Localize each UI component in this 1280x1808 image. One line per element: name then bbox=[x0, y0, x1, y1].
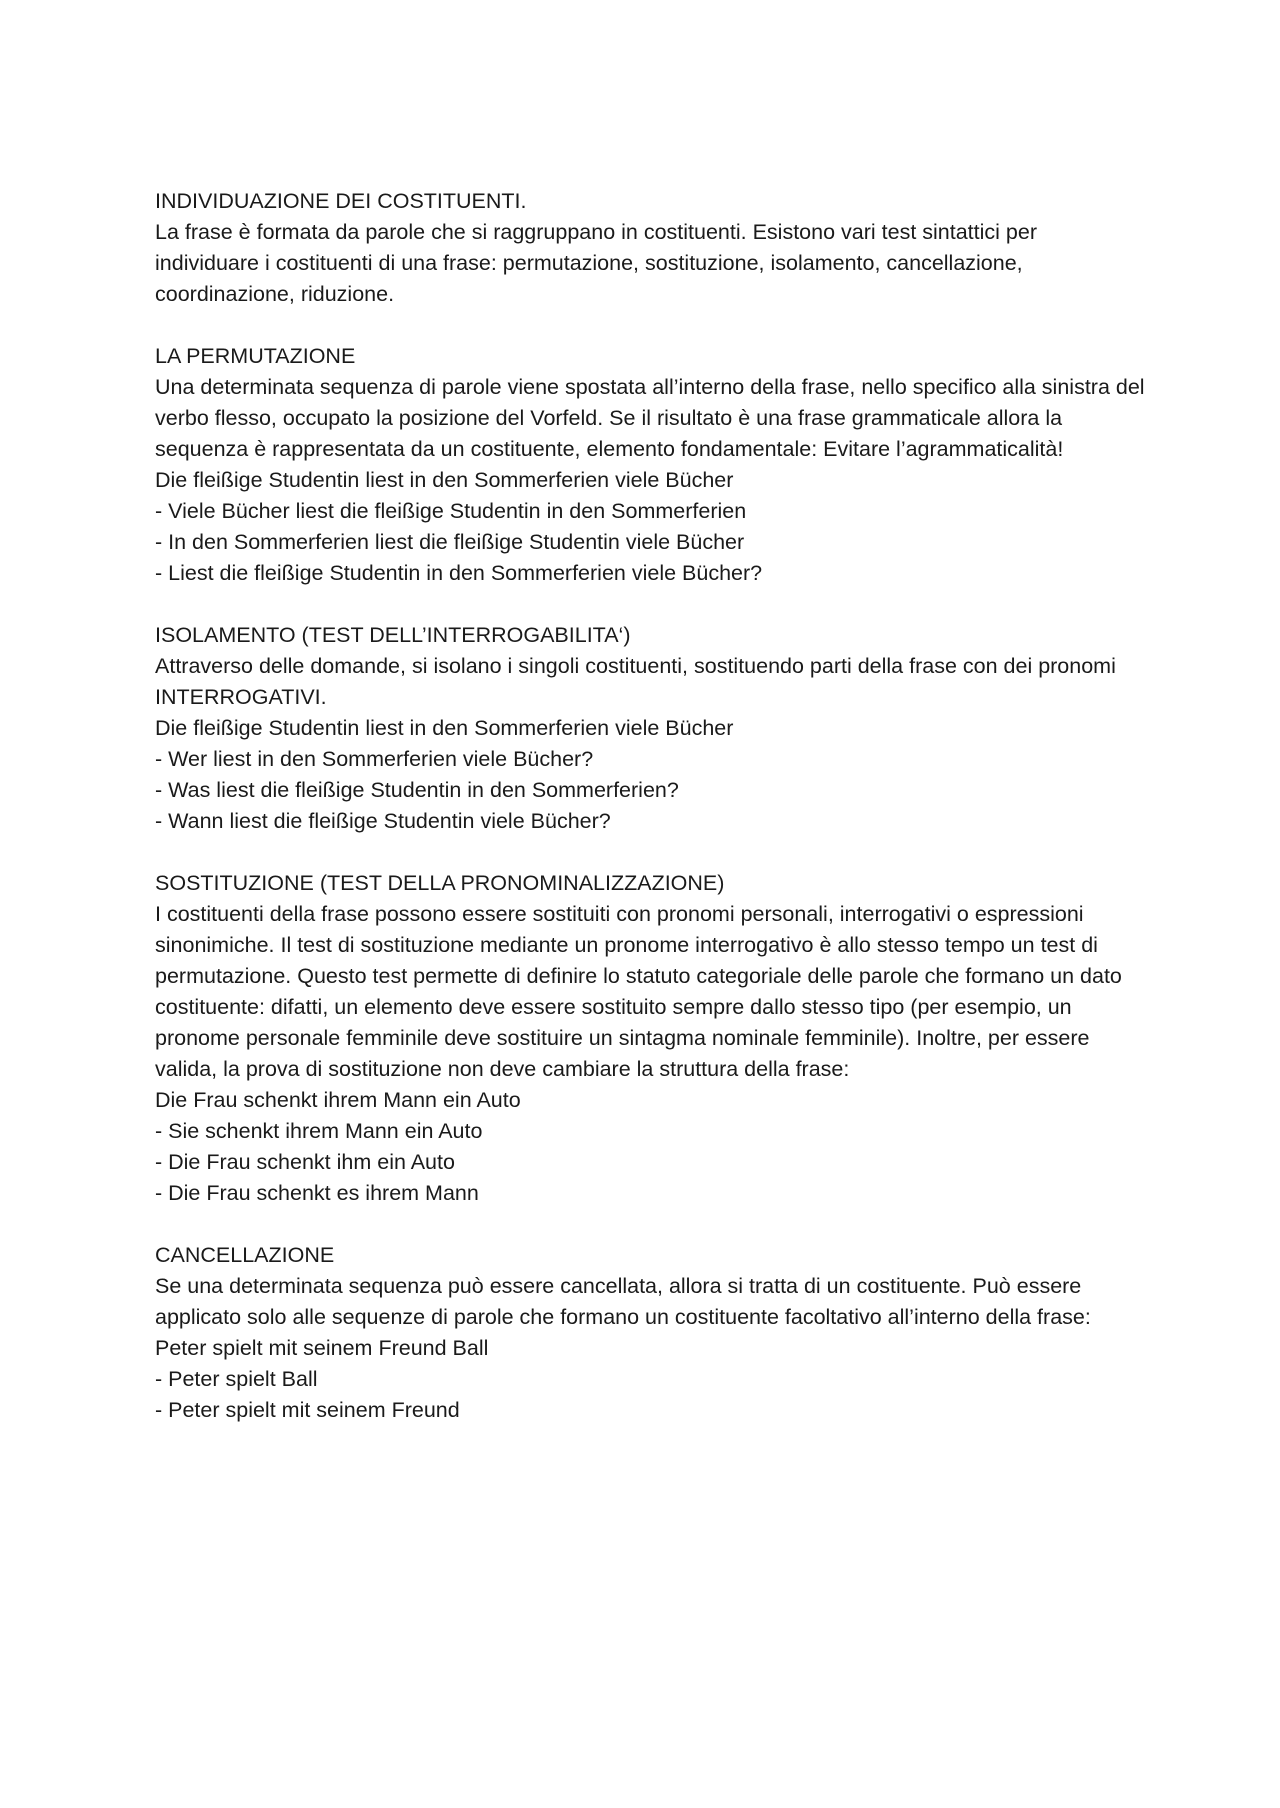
example-item: - Liest die fleißige Studentin in den Sommerferien viele Bücher? bbox=[155, 561, 763, 585]
section-heading: CANCELLAZIONE bbox=[155, 1243, 335, 1267]
section-sostituzione bbox=[155, 868, 1145, 1209]
paragraph: Una determinata sequenza di parole viene spostata all’interno della frase, nello specifico alla sinistra del verbo flesso, occupato la posizione del Vorfeld. Se il risultato è una frase grammaticale allora la sequenza è rappresentata da un costituente, elemento fondamentale: Evitare l’agrammaticalità! bbox=[155, 375, 1145, 461]
paragraph: Attraverso delle domande, si isolano i singoli costituenti, sostituendo parti della frase con dei pronomi INTERROGATIVI. bbox=[155, 654, 1116, 709]
example-item: - Viele Bücher liest die fleißige Studentin in den Sommerferien bbox=[155, 499, 747, 523]
section-heading: LA PERMUTAZIONE bbox=[155, 344, 356, 368]
section-heading: INDIVIDUAZIONE DEI COSTITUENTI. bbox=[155, 189, 527, 213]
document-body bbox=[155, 186, 1145, 1457]
section-cancellazione bbox=[155, 1240, 1145, 1426]
paragraph: La frase è formata da parole che si raggruppano in costituenti. Esistono vari test sintattici per individuare i costituenti di una frase: permutazione, sostituzione, isolamento, cancellazione, coordinazione, riduzione. bbox=[155, 220, 1037, 306]
example-item: - Sie schenkt ihrem Mann ein Auto bbox=[155, 1119, 483, 1143]
example-item: - Peter spielt Ball bbox=[155, 1367, 318, 1391]
example-sentence: Die fleißige Studentin liest in den Sommerferien viele Bücher bbox=[155, 716, 734, 740]
example-item: - Was liest die fleißige Studentin in den Sommerferien? bbox=[155, 778, 679, 802]
example-item: - Die Frau schenkt es ihrem Mann bbox=[155, 1181, 479, 1205]
example-sentence: Die fleißige Studentin liest in den Sommerferien viele Bücher bbox=[155, 468, 734, 492]
example-item: - Wer liest in den Sommerferien viele Bücher? bbox=[155, 747, 594, 771]
example-sentence: Die Frau schenkt ihrem Mann ein Auto bbox=[155, 1088, 521, 1112]
section-heading: ISOLAMENTO (TEST DELL’INTERROGABILITA‘) bbox=[155, 623, 631, 647]
example-item: - Die Frau schenkt ihm ein Auto bbox=[155, 1150, 455, 1174]
example-item: - Peter spielt mit seinem Freund bbox=[155, 1398, 460, 1422]
section-isolamento bbox=[155, 620, 1145, 837]
paragraph: Se una determinata sequenza può essere cancellata, allora si tratta di un costituente. Può essere applicato solo alle sequenze di parole che formano un costituente facoltativo all’interno della frase: bbox=[155, 1274, 1091, 1329]
section-permutazione bbox=[155, 341, 1145, 589]
section-individuazione bbox=[155, 186, 1145, 310]
example-item: - In den Sommerferien liest die fleißige Studentin viele Bücher bbox=[155, 530, 745, 554]
example-sentence: Peter spielt mit seinem Freund Ball bbox=[155, 1336, 489, 1360]
paragraph: I costituenti della frase possono essere sostituiti con pronomi personali, interrogativi o espressioni sinonimiche. Il test di sostituzione mediante un pronome interrogativo è allo stesso tempo un test di permutazione. Questo test permette di definire lo statuto categoriale delle parole che formano un dato costituente: difatti, un elemento deve essere sostituito sempre dallo stesso tipo (per esempio, un pronome personale femminile deve sostituire un sintagma nominale femminile). Inoltre, per essere valida, la prova di sostituzione non deve cambiare la struttura della frase: bbox=[155, 902, 1122, 1081]
example-item: - Wann liest die fleißige Studentin viele Bücher? bbox=[155, 809, 611, 833]
section-heading: SOSTITUZIONE (TEST DELLA PRONOMINALIZZAZIONE) bbox=[155, 871, 725, 895]
